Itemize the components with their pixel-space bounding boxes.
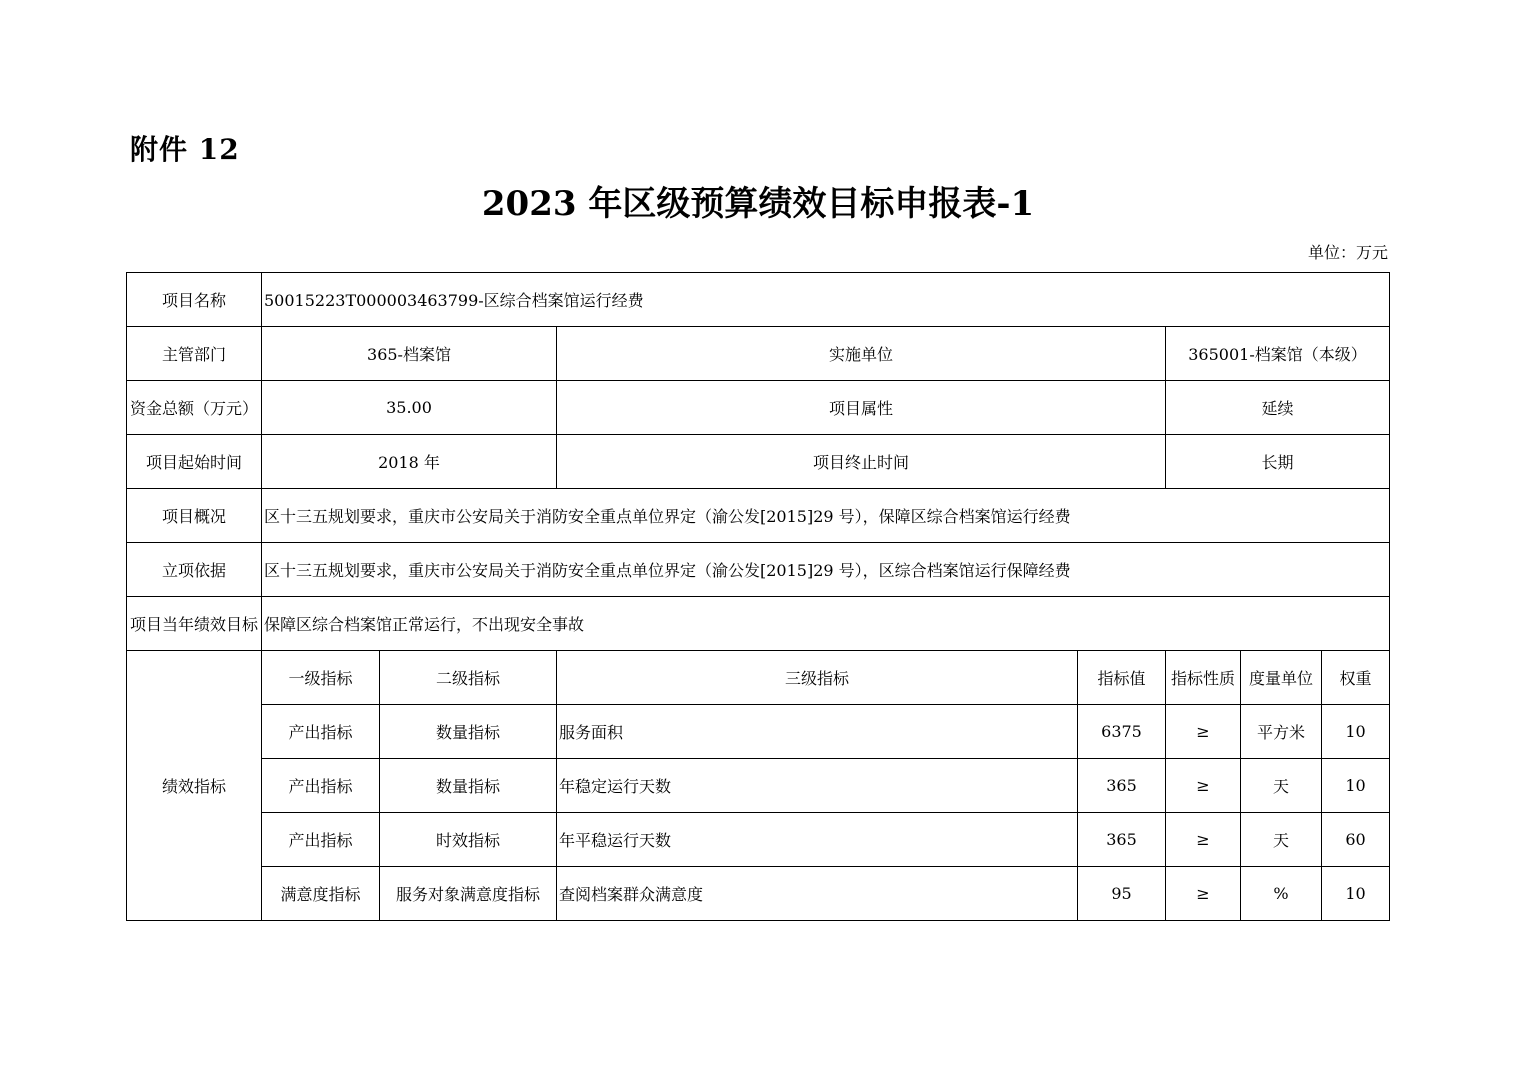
header-level3: 三级指标 — [557, 651, 1078, 705]
implementer-label: 实施单位 — [557, 327, 1166, 381]
indicator-weight: 10 — [1322, 759, 1390, 813]
attachment-number: 附件 12 — [130, 133, 240, 166]
header-level2: 二级指标 — [380, 651, 557, 705]
indicator-value: 365 — [1078, 813, 1166, 867]
basis-value: 区十三五规划要求，重庆市公安局关于消防安全重点单位界定（渝公发[2015]29 号），区综合档案馆运行保障经费 — [262, 543, 1390, 597]
start-label: 项目起始时间 — [127, 435, 262, 489]
indicator-weight: 60 — [1322, 813, 1390, 867]
implementer-value: 365001-档案馆（本级） — [1166, 327, 1390, 381]
overview-value: 区十三五规划要求，重庆市公安局关于消防安全重点单位界定（渝公发[2015]29 号），保障区综合档案馆运行经费 — [262, 489, 1390, 543]
indicator-value: 365 — [1078, 759, 1166, 813]
unit-label: 单位：万元 — [1307, 243, 1388, 262]
header-nature: 指标性质 — [1166, 651, 1241, 705]
start-value: 2018 年 — [262, 435, 557, 489]
indicator-nature: ≥ — [1166, 813, 1241, 867]
department-value: 365-档案馆 — [262, 327, 557, 381]
project-name-value: 50015223T000003463799-区综合档案馆运行经费 — [262, 273, 1390, 327]
department-label: 主管部门 — [127, 327, 262, 381]
indicator-level3: 服务面积 — [557, 705, 1078, 759]
indicator-nature: ≥ — [1166, 759, 1241, 813]
indicator-level1: 满意度指标 — [262, 867, 380, 921]
header-unit: 度量单位 — [1241, 651, 1322, 705]
overview-label: 项目概况 — [127, 489, 262, 543]
page-title: 2023 年区级预算绩效目标申报表-1 — [481, 184, 1035, 224]
indicator-row — [127, 867, 1390, 921]
row-project-name — [127, 273, 1390, 327]
row-funds — [127, 381, 1390, 435]
indicator-level3: 年平稳运行天数 — [557, 813, 1078, 867]
row-overview — [127, 489, 1390, 543]
indicator-level3: 查阅档案群众满意度 — [557, 867, 1078, 921]
basis-label: 立项依据 — [127, 543, 262, 597]
indicator-level2: 时效指标 — [380, 813, 557, 867]
indicator-unit: 平方米 — [1241, 705, 1322, 759]
indicator-nature: ≥ — [1166, 705, 1241, 759]
row-department — [127, 327, 1390, 381]
indicator-weight: 10 — [1322, 705, 1390, 759]
indicator-unit: % — [1241, 867, 1322, 921]
indicator-level2: 数量指标 — [380, 705, 557, 759]
indicator-weight: 10 — [1322, 867, 1390, 921]
end-value: 长期 — [1166, 435, 1390, 489]
indicator-value: 95 — [1078, 867, 1166, 921]
funds-value: 35.00 — [262, 381, 557, 435]
header-weight: 权重 — [1322, 651, 1390, 705]
indicators-label: 绩效指标 — [127, 651, 262, 921]
indicator-level2: 数量指标 — [380, 759, 557, 813]
header-level1: 一级指标 — [262, 651, 380, 705]
attribute-value: 延续 — [1166, 381, 1390, 435]
row-goal — [127, 597, 1390, 651]
indicator-nature: ≥ — [1166, 867, 1241, 921]
attribute-label: 项目属性 — [557, 381, 1166, 435]
indicator-value: 6375 — [1078, 705, 1166, 759]
project-name-label: 项目名称 — [127, 273, 262, 327]
indicator-header-row — [127, 651, 1390, 705]
indicator-level2: 服务对象满意度指标 — [380, 867, 557, 921]
indicator-level1: 产出指标 — [262, 813, 380, 867]
end-label: 项目终止时间 — [557, 435, 1166, 489]
performance-target-table — [126, 272, 1390, 921]
indicator-row — [127, 813, 1390, 867]
goal-value: 保障区综合档案馆正常运行，不出现安全事故 — [262, 597, 1390, 651]
funds-label: 资金总额（万元） — [127, 381, 262, 435]
indicator-row — [127, 705, 1390, 759]
indicator-unit: 天 — [1241, 813, 1322, 867]
goal-label: 项目当年绩效目标 — [127, 597, 262, 651]
indicator-row — [127, 759, 1390, 813]
indicator-unit: 天 — [1241, 759, 1322, 813]
header-value: 指标值 — [1078, 651, 1166, 705]
row-basis — [127, 543, 1390, 597]
row-time — [127, 435, 1390, 489]
indicator-level3: 年稳定运行天数 — [557, 759, 1078, 813]
indicator-level1: 产出指标 — [262, 759, 380, 813]
indicator-level1: 产出指标 — [262, 705, 380, 759]
